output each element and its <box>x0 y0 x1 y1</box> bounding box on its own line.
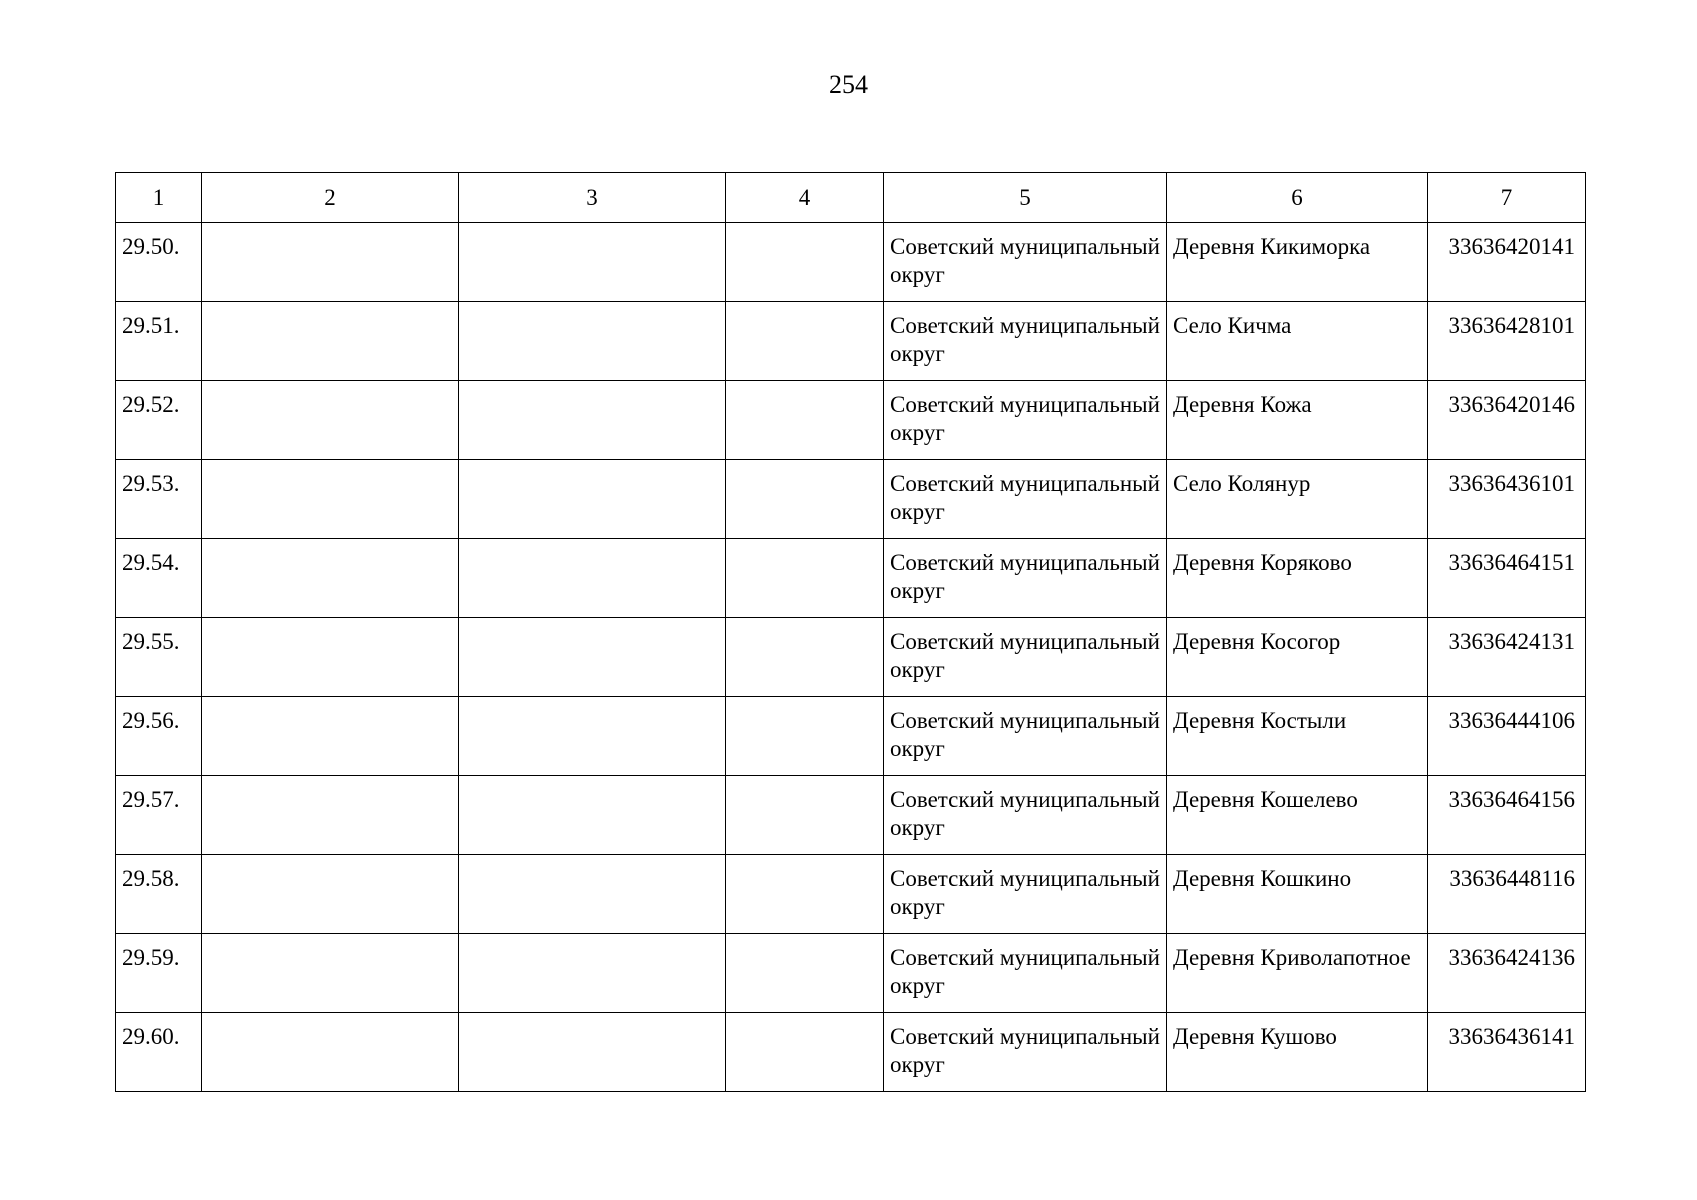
column-header-3: 3 <box>459 173 726 223</box>
oktmo-code-cell-text: 33636444106 <box>1448 708 1575 733</box>
column-3-cell-text <box>459 223 725 233</box>
district-cell-text: Советский муниципальный округ <box>890 945 1160 998</box>
district-cell <box>884 302 1167 381</box>
column-2-cell-text <box>202 1013 458 1023</box>
settlement-cell-text: Деревня Кошкино <box>1173 866 1352 891</box>
column-2-cell-text <box>202 223 458 233</box>
column-2-cell <box>202 223 459 302</box>
oktmo-code-cell-text: 33636420141 <box>1448 234 1575 259</box>
settlement-cell <box>1167 539 1428 618</box>
settlement-cell <box>1167 855 1428 934</box>
column-4-cell <box>726 855 884 934</box>
table-row <box>116 934 1586 1013</box>
column-4-cell-text <box>726 618 883 628</box>
oktmo-code-cell <box>1428 223 1586 302</box>
column-2-cell <box>202 618 459 697</box>
row-number-cell-text: 29.50. <box>122 234 180 259</box>
oktmo-code-cell-text: 33636436141 <box>1448 1024 1575 1049</box>
column-3-cell-text <box>459 381 725 391</box>
column-header-2: 2 <box>202 173 459 223</box>
district-cell <box>884 855 1167 934</box>
column-header-6: 6 <box>1167 173 1428 223</box>
column-4-cell-text <box>726 223 883 233</box>
settlement-cell-text: Деревня Кошелево <box>1173 787 1358 812</box>
column-2-cell-text <box>202 302 458 312</box>
column-4-cell <box>726 302 884 381</box>
row-number-cell-text: 29.53. <box>122 471 180 496</box>
table-row <box>116 539 1586 618</box>
column-2-cell <box>202 460 459 539</box>
column-4-cell-text <box>726 855 883 865</box>
oktmo-code-cell-text: 33636428101 <box>1448 313 1575 338</box>
table-row <box>116 381 1586 460</box>
oktmo-code-cell <box>1428 618 1586 697</box>
column-4-cell <box>726 934 884 1013</box>
column-2-cell-text <box>202 697 458 707</box>
district-cell-text: Советский муниципальный округ <box>890 866 1160 919</box>
column-4-cell-text <box>726 539 883 549</box>
settlement-cell-text: Село Колянур <box>1173 471 1311 496</box>
district-cell-text: Советский муниципальный округ <box>890 629 1160 682</box>
oktmo-code-cell <box>1428 1013 1586 1092</box>
column-3-cell-text <box>459 460 725 470</box>
column-2-cell-text <box>202 618 458 628</box>
settlement-cell <box>1167 1013 1428 1092</box>
settlements-table <box>115 172 1586 1092</box>
oktmo-code-cell <box>1428 381 1586 460</box>
settlement-cell-text: Деревня Криволапотное <box>1173 945 1411 970</box>
settlement-cell-text: Деревня Кожа <box>1173 392 1312 417</box>
table-body <box>116 223 1586 1092</box>
district-cell-text: Советский муниципальный округ <box>890 708 1160 761</box>
oktmo-code-cell <box>1428 934 1586 1013</box>
column-4-cell-text <box>726 776 883 786</box>
column-4-cell <box>726 381 884 460</box>
column-2-cell <box>202 302 459 381</box>
row-number-cell-text: 29.59. <box>122 945 180 970</box>
column-2-cell <box>202 776 459 855</box>
column-4-cell <box>726 223 884 302</box>
column-2-cell-text <box>202 460 458 470</box>
column-3-cell <box>459 539 726 618</box>
district-cell-text: Советский муниципальный округ <box>890 550 1160 603</box>
row-number-cell <box>116 1013 202 1092</box>
row-number-cell <box>116 302 202 381</box>
district-cell-text: Советский муниципальный округ <box>890 1024 1160 1077</box>
column-4-cell-text <box>726 381 883 391</box>
row-number-cell <box>116 223 202 302</box>
district-cell <box>884 539 1167 618</box>
settlement-cell <box>1167 697 1428 776</box>
district-cell <box>884 618 1167 697</box>
column-3-cell <box>459 697 726 776</box>
settlement-cell <box>1167 302 1428 381</box>
table-row <box>116 223 1586 302</box>
column-3-cell <box>459 460 726 539</box>
table-header-row <box>116 173 1586 223</box>
settlement-cell-text: Деревня Кушово <box>1173 1024 1337 1049</box>
column-2-cell <box>202 697 459 776</box>
settlement-cell <box>1167 460 1428 539</box>
column-2-cell-text <box>202 381 458 391</box>
column-3-cell-text <box>459 776 725 786</box>
column-3-cell-text <box>459 539 725 549</box>
oktmo-code-cell-text: 33636424131 <box>1448 629 1575 654</box>
row-number-cell <box>116 618 202 697</box>
oktmo-code-cell <box>1428 697 1586 776</box>
oktmo-code-cell-text: 33636448116 <box>1449 866 1575 891</box>
district-cell <box>884 697 1167 776</box>
column-4-cell-text <box>726 460 883 470</box>
column-header-5: 5 <box>884 173 1167 223</box>
column-header-4: 4 <box>726 173 884 223</box>
column-4-cell <box>726 618 884 697</box>
column-3-cell <box>459 855 726 934</box>
column-header-1: 1 <box>116 173 202 223</box>
settlement-cell-text: Село Кичма <box>1173 313 1292 338</box>
column-4-cell-text <box>726 302 883 312</box>
row-number-cell-text: 29.52. <box>122 392 180 417</box>
column-4-cell-text <box>726 934 883 944</box>
row-number-cell <box>116 776 202 855</box>
column-3-cell <box>459 776 726 855</box>
oktmo-code-cell-text: 33636436101 <box>1448 471 1575 496</box>
table-row <box>116 855 1586 934</box>
row-number-cell-text: 29.55. <box>122 629 180 654</box>
row-number-cell-text: 29.58. <box>122 866 180 891</box>
column-2-cell-text <box>202 539 458 549</box>
column-3-cell <box>459 302 726 381</box>
table-row <box>116 776 1586 855</box>
row-number-cell-text: 29.60. <box>122 1024 180 1049</box>
settlement-cell <box>1167 776 1428 855</box>
column-4-cell <box>726 1013 884 1092</box>
district-cell-text: Советский муниципальный округ <box>890 392 1160 445</box>
column-3-cell-text <box>459 618 725 628</box>
district-cell <box>884 381 1167 460</box>
district-cell <box>884 934 1167 1013</box>
column-3-cell <box>459 223 726 302</box>
column-4-cell <box>726 460 884 539</box>
row-number-cell-text: 29.57. <box>122 787 180 812</box>
settlement-cell <box>1167 934 1428 1013</box>
column-3-cell <box>459 381 726 460</box>
settlement-cell <box>1167 381 1428 460</box>
column-4-cell-text <box>726 697 883 707</box>
district-cell <box>884 1013 1167 1092</box>
oktmo-code-cell-text: 33636420146 <box>1448 392 1575 417</box>
oktmo-code-cell <box>1428 776 1586 855</box>
row-number-cell <box>116 381 202 460</box>
column-3-cell-text <box>459 697 725 707</box>
district-cell <box>884 460 1167 539</box>
column-3-cell <box>459 934 726 1013</box>
column-2-cell <box>202 381 459 460</box>
oktmo-code-cell <box>1428 855 1586 934</box>
district-cell-text: Советский муниципальный округ <box>890 787 1160 840</box>
column-header-7: 7 <box>1428 173 1586 223</box>
table-row <box>116 460 1586 539</box>
district-cell <box>884 776 1167 855</box>
column-2-cell <box>202 539 459 618</box>
settlement-cell <box>1167 618 1428 697</box>
row-number-cell-text: 29.54. <box>122 550 180 575</box>
district-cell-text: Советский муниципальный округ <box>890 313 1160 366</box>
column-2-cell <box>202 1013 459 1092</box>
page-number: 254 <box>829 70 868 99</box>
oktmo-code-cell-text: 33636464156 <box>1448 787 1575 812</box>
row-number-cell-text: 29.51. <box>122 313 180 338</box>
row-number-cell <box>116 697 202 776</box>
row-number-cell-text: 29.56. <box>122 708 180 733</box>
column-2-cell-text <box>202 934 458 944</box>
oktmo-code-cell <box>1428 539 1586 618</box>
table-row <box>116 302 1586 381</box>
column-2-cell-text <box>202 776 458 786</box>
column-3-cell-text <box>459 855 725 865</box>
table-row <box>116 1013 1586 1092</box>
column-2-cell <box>202 855 459 934</box>
row-number-cell <box>116 855 202 934</box>
district-cell <box>884 223 1167 302</box>
column-3-cell <box>459 1013 726 1092</box>
column-3-cell-text <box>459 934 725 944</box>
column-4-cell <box>726 697 884 776</box>
column-3-cell <box>459 618 726 697</box>
settlement-cell-text: Деревня Косогор <box>1173 629 1341 654</box>
oktmo-code-cell-text: 33636424136 <box>1448 945 1575 970</box>
settlement-cell-text: Деревня Коряково <box>1173 550 1352 575</box>
row-number-cell <box>116 539 202 618</box>
oktmo-code-cell <box>1428 302 1586 381</box>
row-number-cell <box>116 934 202 1013</box>
oktmo-code-cell-text: 33636464151 <box>1448 550 1575 575</box>
column-4-cell-text <box>726 1013 883 1023</box>
settlement-cell <box>1167 223 1428 302</box>
district-cell-text: Советский муниципальный округ <box>890 234 1160 287</box>
column-3-cell-text <box>459 302 725 312</box>
oktmo-code-cell <box>1428 460 1586 539</box>
settlement-cell-text: Деревня Кикиморка <box>1173 234 1371 259</box>
column-4-cell <box>726 539 884 618</box>
table-row <box>116 697 1586 776</box>
settlement-cell-text: Деревня Костыли <box>1173 708 1347 733</box>
table-row <box>116 618 1586 697</box>
column-2-cell-text <box>202 855 458 865</box>
row-number-cell <box>116 460 202 539</box>
column-4-cell <box>726 776 884 855</box>
column-2-cell <box>202 934 459 1013</box>
district-cell-text: Советский муниципальный округ <box>890 471 1160 524</box>
column-3-cell-text <box>459 1013 725 1023</box>
